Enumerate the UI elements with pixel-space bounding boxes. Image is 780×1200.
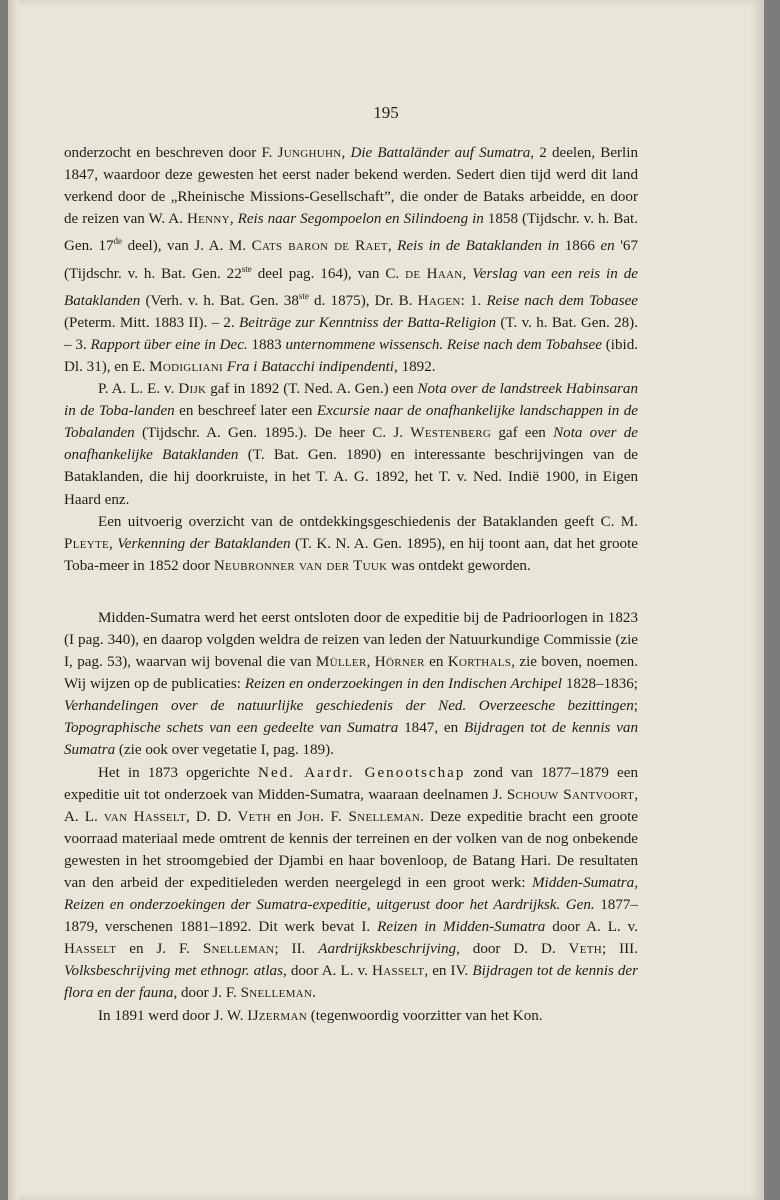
p4-segment: Midden-Sumatra werd het eerst ontsloten door de expeditie bij de Padrioorlogen in 1823 (I pag. 340), en daarop volgden weldra de reizen van leden der Natuurkundige Commissie (zie I, pag. 53), waarvan wij bovenal die van [64, 609, 638, 671]
p4-segment: Bijdragen tot de kennis van Sumatra [64, 720, 639, 759]
paragraph-2 [64, 378, 638, 511]
p1-segment: Beiträge zur Kenntniss der Batta-Religion [239, 314, 497, 331]
p5-segment: . Deze expeditie bracht een groote voorraad materiaal mede omtrent de kennis der terreinen en der volken van de nog onbekende gewesten in het stroomgebied der Djambi en haar bovenloop, de Batang Hari. De resultaten van den arbeid der expeditieleden werden neergelegd in een groot werk: [64, 808, 639, 891]
p1-segment: 1883 [247, 336, 286, 353]
p1-segment: , 2 deelen, Berlin 1847, waardoor deze gewesten het eerst nader bekend werden. Sedert dien tijd werd dit land verkend door de „Rheinische Missions-Gesellschaft”, die onder de Bataks arbeidde, en door de reizen van W. A. [64, 145, 638, 228]
p5-segment: van Hasselt [103, 808, 186, 825]
p5-segment: Snelleman [240, 985, 313, 1002]
p1-segment: Cats baron de Raet [251, 238, 388, 255]
p4-segment: Topographische schets van een gedeelte van Sumatra [64, 720, 399, 737]
p3-segment: Pleyte [64, 535, 110, 552]
p4-segment: Korthals [447, 654, 512, 671]
p5-segment: , door A. L. v. [282, 963, 373, 980]
p5-segment: Ned. Aardr. Genootschap [258, 764, 466, 781]
p5-segment: Schouw Santvoort [506, 786, 635, 803]
p5-segment: , en IV. [424, 963, 473, 980]
p2-segment: Nota over de onafhankelijke Bataklanden [64, 425, 638, 464]
p5-segment: , D. D. [185, 808, 238, 825]
paragraph-5 [64, 762, 638, 1005]
p1-segment: Fra i Batacchi indipendenti [226, 358, 395, 375]
p4-segment: Verhandelingen over de natuurlijke geschiedenis der Ned. Overzeesche bezittingen [64, 698, 634, 715]
p5-segment: door A. L. v. [545, 919, 638, 936]
p4-segment: Reizen en onderzoekingen in den Indischen Archipel [244, 676, 562, 693]
p1-segment: , [229, 211, 238, 228]
p3-segment: Neubronner van der Tuuk [213, 557, 388, 574]
p2-segment: gaf een [491, 425, 554, 442]
p5-segment: Veth [568, 941, 603, 958]
p4-segment: Hörner [374, 654, 425, 671]
p5-segment: 1877–1879, verschenen 1881–1892. Dit werk bevat I. [64, 897, 638, 936]
p3-segment: (T. K. N. A. Gen. 1895), en hij toont aan, dat het groote Toba-meer in 1852 door [64, 535, 638, 574]
p2-segment: Dijk [178, 381, 207, 398]
p1-segment: unternommene wissensch. Reise nach dem Tobahsee [285, 336, 602, 353]
p1-segment: Rapport über eine in Dec. [90, 336, 248, 353]
p1-segment: Reis in de Bataklanden in [397, 238, 560, 255]
p5-segment: en J. F. [116, 941, 203, 958]
p5-segment: Midden-Sumatra, Reizen en onderzoekingen der Sumatra-expeditie, uitgerust door het Aardrijksk. Gen. [64, 875, 638, 914]
p5-segment: Aardrijkskbeschrijving [318, 941, 457, 958]
p3-segment: was ontdekt geworden. [387, 557, 531, 574]
p1-segment: Verslag van een reis in de Bataklanden [64, 265, 638, 309]
p3-segment: , [109, 535, 118, 552]
paragraph-6 [64, 1005, 638, 1027]
p1-segment: en [600, 238, 615, 255]
p2-segment: Nota over de landstreek Habinsaran in de Toba-landen [64, 381, 639, 420]
p5-segment: Volksbeschrijving met ethnogr. atlas [64, 963, 283, 980]
p1-segment: de Haan [405, 265, 463, 282]
page-number: 195 [373, 103, 399, 122]
p6-segment: (tegenwoordig voorzitter van het Kon. [307, 1007, 543, 1024]
p4-segment: , zie boven, noemen. Wij wijzen op de publicaties: [64, 654, 638, 693]
p1-segment: d. 1875), Dr. B. [308, 292, 418, 309]
p4-segment: ; [633, 698, 638, 715]
paragraph-4 [64, 607, 638, 762]
p4-segment: 1847, en [398, 720, 464, 737]
p5-segment: Joh. F. Snelleman [297, 808, 421, 825]
p5-segment: Veth [237, 808, 271, 825]
p5-segment: en [270, 808, 298, 825]
p1-segment: (Verh. v. h. Bat. Gen. 38 [140, 292, 299, 309]
p5-segment: Bijdragen tot de kennis der flora en der fauna [64, 963, 638, 1002]
p1-segment: Die Battaländer auf Sumatra [350, 145, 531, 161]
p5-segment: , door D. D. [456, 941, 569, 958]
p2-segment: P. A. L. E. v. [98, 381, 179, 398]
body-text [64, 142, 638, 1027]
p2-segment: gaf in 1892 (T. Ned. A. Gen.) een [206, 381, 418, 398]
p1-segment: (T. v. h. Bat. Gen. 28). – 3. [64, 314, 638, 353]
p1-segment: 1866 [559, 238, 601, 255]
p2-segment: Westenberg [410, 425, 492, 442]
p5-segment: Snelleman [202, 941, 275, 958]
p5-segment: Hasselt [372, 963, 425, 980]
p1-segment: '67 (Tijdschr. v. h. Bat. Gen. 22 [64, 238, 639, 282]
paragraph-3 [64, 511, 638, 577]
p1-segment: Henny [186, 211, 230, 228]
p4-segment: (zie ook over vegetatie I, pag. 189). [115, 742, 334, 759]
p5-segment: Reizen in Midden-Sumatra [377, 919, 546, 936]
p1-segment: , [341, 145, 351, 161]
p4-segment: 1828–1836; [561, 676, 638, 693]
p1-segment: ste [241, 263, 252, 274]
p5-segment: , door J. F. [173, 985, 241, 1002]
p1-segment: deel pag. 164), van C. [251, 265, 406, 282]
p3-segment: Verkenning der Bataklanden [117, 535, 291, 552]
p2-segment: en beschreef later een [174, 403, 317, 420]
p4-segment: , [366, 654, 375, 671]
p4-segment: Müller [315, 654, 367, 671]
p1-segment: onderzocht en beschreven door F. [64, 145, 278, 161]
p6-segment: In 1891 werd door J. W. [98, 1007, 248, 1024]
p1-segment: deel), van J. A. M. [122, 238, 252, 255]
p5-segment: , A. L. [64, 786, 638, 825]
p3-segment: Een uitvoerig overzicht van de ontdekkingsgeschiedenis der Bataklanden geeft C. M. [98, 513, 638, 530]
p5-segment: ; II. [274, 941, 319, 958]
p1-segment: ste [298, 290, 309, 301]
book-page [8, 0, 764, 1200]
p1-segment: Reise nach dem Tobasee [486, 292, 638, 309]
paragraph-1 [64, 142, 638, 378]
page-gutter-edge [8, 0, 18, 1200]
p5-segment: Hasselt [64, 941, 117, 958]
p1-segment: (Peterm. Mitt. 1883 II). – 2. [64, 314, 240, 331]
p2-segment: (Tijdschr. A. Gen. 1895.). De heer C. J. [134, 425, 411, 442]
p2-segment: (T. Bat. Gen. 1890) en interessante beschrijvingen van de Bataklanden, die hij doorkruiste, in het T. A. G. 1892, het T. v. Ned. Indië 1900, in Eigen Haard enz. [64, 447, 638, 508]
p1-segment: Junghuhn [277, 145, 342, 161]
p1-segment: , [462, 265, 473, 282]
p2-segment: Excursie naar de onafhankelijke landschappen in de Tobalanden [64, 403, 638, 442]
p1-segment: Modigliani [149, 358, 223, 375]
p5-segment: ; III. [602, 941, 638, 958]
p1-segment: Hagen [417, 292, 461, 309]
p5-segment: Het in 1873 opgerichte [98, 764, 259, 781]
p6-segment: IJzerman [247, 1007, 307, 1024]
p1-segment: , 1892. [394, 358, 436, 375]
p1-segment: : 1. [460, 292, 487, 309]
p5-segment: zond van 1877–1879 een expeditie uit tot onderzoek van Midden-Sumatra, waaraan deelnamen J. [64, 764, 639, 803]
p4-segment: en [424, 654, 448, 671]
p1-segment: (ibid. Dl. 31), en E. [64, 336, 639, 375]
p5-segment: . [312, 985, 316, 1002]
p1-segment: , [387, 238, 398, 255]
p1-segment: 1858 (Tijdschr. v. h. Bat. Gen. 17 [64, 211, 638, 255]
p1-segment: Reis naar Segompoelon en Silindoeng in [237, 211, 484, 228]
p1-segment: de [113, 236, 123, 247]
